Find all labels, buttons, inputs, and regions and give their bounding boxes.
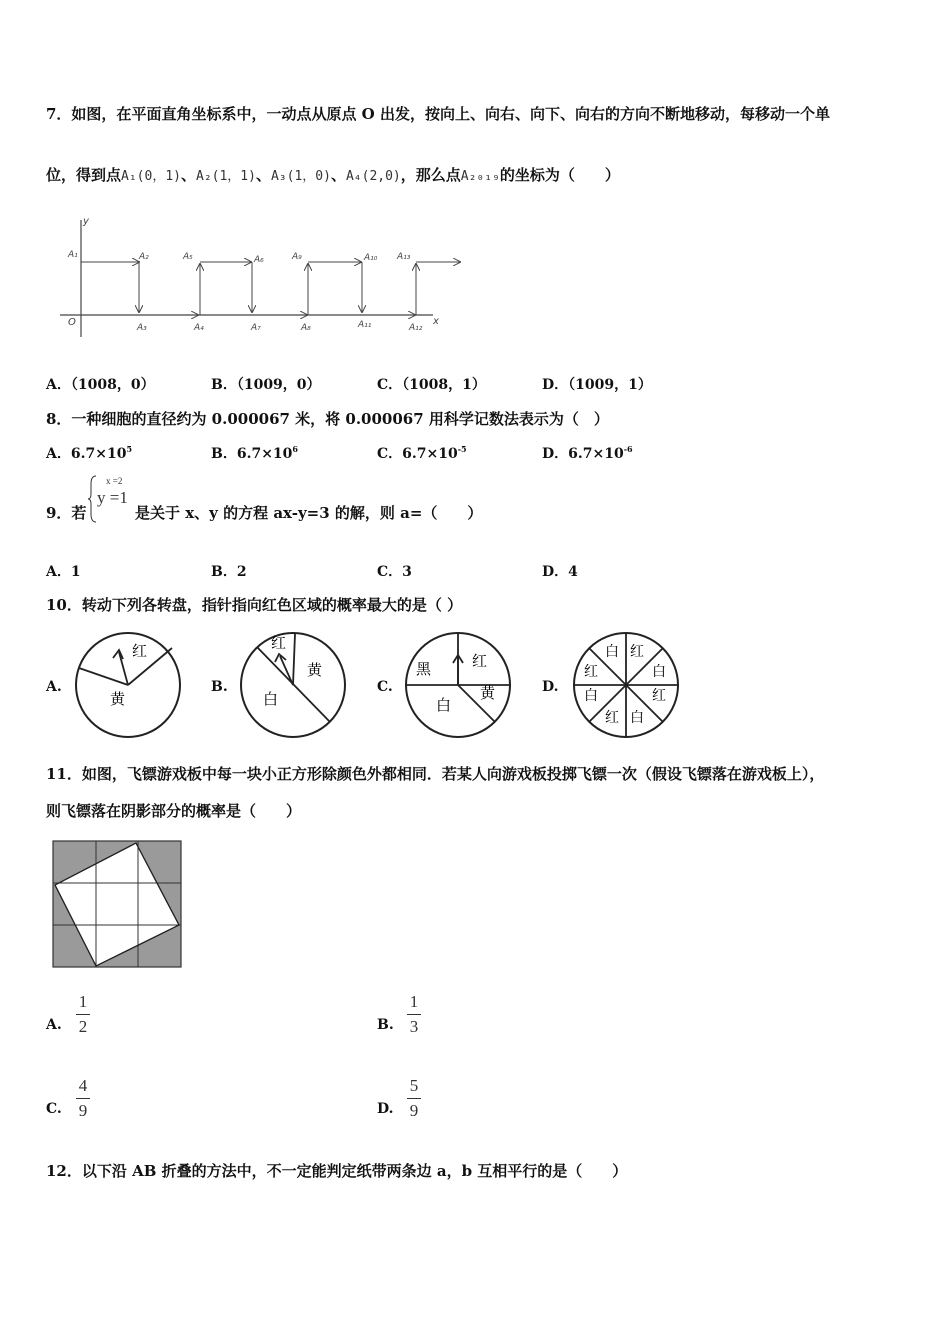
spinner-d-white-1: 白: [605, 644, 619, 660]
origin-label: O: [68, 317, 76, 328]
q9-prefix: 9．若: [46, 504, 87, 522]
q7-mid: ，那么点: [400, 166, 461, 184]
q9-option-a[interactable]: A．1: [46, 564, 81, 580]
q10-option-c-letter[interactable]: C.: [377, 679, 393, 695]
q9-eq-y: y =1: [97, 488, 128, 507]
spinner-b[interactable]: [237, 628, 353, 740]
q7-target-point: A₂₀₁₉: [460, 169, 500, 184]
spinner-c-black: 黑: [416, 660, 432, 678]
q7-option-c[interactable]: C．（1008，1）: [377, 377, 486, 393]
q7-stem-line2: 位，得到点A₁(0，1)、A₂(1，1)、A₃(1，0)、A₄(2,0)，那么点A₂₀₁₉的坐标为（ ）: [46, 166, 620, 184]
q11-option-c-letter[interactable]: C.: [46, 1101, 62, 1117]
label-a5: A₅: [183, 252, 193, 262]
q9-option-d[interactable]: D．4: [542, 564, 578, 580]
q11-stem-line1: 11．如图，飞镖游戏板中每一块小正方形除颜色外都相同．若某人向游戏板投掷飞镖一次（假设飞镖落在游戏板上），: [46, 765, 825, 783]
dartboard-figure: [52, 840, 184, 970]
label-a11: A₁₁: [358, 320, 372, 330]
label-a10: A₁₀: [364, 253, 378, 263]
spinner-a[interactable]: [72, 628, 188, 740]
q10-option-b-letter[interactable]: B.: [211, 679, 228, 695]
label-a6: A₆: [254, 255, 264, 265]
label-a8: A₈: [301, 323, 311, 333]
q11-option-a-fraction[interactable]: 1 2: [76, 992, 90, 1037]
q9-option-c[interactable]: C．3: [377, 564, 412, 580]
q11-option-d-fraction[interactable]: 5 9: [407, 1076, 421, 1121]
label-a13: A₁₃: [397, 252, 411, 262]
q11-option-b-fraction[interactable]: 1 3: [407, 992, 421, 1037]
q10-option-a-letter[interactable]: A.: [46, 679, 62, 695]
spinner-b-red: 红: [271, 634, 287, 652]
spinner-a-red: 红: [132, 642, 148, 660]
x-axis-label: x: [433, 316, 439, 327]
q11-option-d-letter[interactable]: D.: [377, 1101, 394, 1117]
q7-stem-line1: 7．如图，在平面直角坐标系中，一动点从原点 O 出发，按向上、向右、向下、向右的方向不断地移动，每移动一个单: [46, 105, 830, 123]
q7-coordinate-graph: [55, 212, 470, 342]
q9-equation-system: [88, 474, 134, 524]
q12-stem: 12．以下沿 AB 折叠的方法中，不一定能判定纸带两条边 a，b 互相平行的是（ ）: [46, 1162, 628, 1180]
q10-stem: 10．转动下列各转盘，指针指向红色区域的概率最大的是（ ）: [46, 596, 463, 614]
q7-point-a4: A₄(2,0): [345, 169, 401, 184]
label-a2: A₂: [139, 252, 149, 262]
q9-suffix: 是关于 x、y 的方程 ax-y=3 的解，则 a=（ ）: [135, 504, 483, 522]
label-a3: A₃: [137, 323, 147, 333]
q7-point-a2: A₂(1，1): [196, 169, 256, 184]
q7-point-a3: A₃(1，0): [270, 169, 331, 184]
q11-option-a-letter[interactable]: A.: [46, 1017, 62, 1033]
q7-suffix: 的坐标为（ ）: [499, 166, 620, 184]
label-a1: A₁: [68, 250, 78, 260]
spinner-d[interactable]: [570, 628, 686, 740]
q7-option-d[interactable]: D．（1009，1）: [542, 377, 652, 393]
spinner-b-yellow: 黄: [307, 661, 323, 679]
q11-option-b-letter[interactable]: B.: [377, 1017, 394, 1033]
spinner-d-red-4: 红: [605, 710, 619, 726]
spinner-d-white-3: 白: [584, 688, 598, 704]
q8-stem: 8．一种细胞的直径约为 0.000067 米，将 0.000067 用科学记数法表示为（ ）: [46, 410, 609, 428]
label-a7: A₇: [251, 323, 261, 333]
q7-point-a1: A₁(0，1): [121, 169, 181, 184]
q11-stem-line2: 则飞镖落在阴影部分的概率是（ ）: [46, 802, 302, 820]
q9-option-b[interactable]: B．2: [211, 564, 247, 580]
spinner-d-white-2: 白: [652, 664, 666, 680]
label-a9: A₉: [292, 252, 302, 262]
label-a4: A₄: [194, 323, 204, 333]
q8-option-a[interactable]: A．$6.7\times 10^5$: [46, 444, 133, 462]
spinner-c-red: 红: [472, 652, 488, 670]
movement-path: [81, 262, 460, 315]
q8-option-c[interactable]: C．$6.7\times 10^{-5}$: [377, 444, 467, 462]
spinner-b-white: 白: [263, 690, 279, 708]
spinner-a-yellow: 黄: [110, 690, 126, 708]
spinner-d-red-3: 红: [652, 688, 666, 704]
q7-prefix: 位，得到点: [46, 166, 122, 184]
spinner-c-yellow: 黄: [480, 684, 496, 702]
q10-option-d-letter[interactable]: D.: [542, 679, 559, 695]
q9-eq-x: x =2: [106, 476, 123, 486]
label-a12: A₁₂: [409, 323, 423, 333]
spinner-d-red-1: 红: [630, 644, 644, 660]
y-axis-label: y: [83, 216, 89, 227]
q11-option-c-fraction[interactable]: 4 9: [76, 1076, 90, 1121]
q8-option-d[interactable]: D．$6.7\times 10^{-6}$: [542, 444, 633, 462]
q7-option-a[interactable]: A．（1008，0）: [46, 377, 155, 393]
spinner-d-white-4: 白: [630, 710, 644, 726]
q8-option-b[interactable]: B．$6.7\times 10^6$: [211, 444, 298, 462]
q7-option-b[interactable]: B．（1009，0）: [211, 377, 321, 393]
spinner-d-red-2: 红: [584, 664, 598, 680]
spinner-c-white: 白: [436, 696, 452, 714]
spinner-c[interactable]: [402, 628, 518, 740]
